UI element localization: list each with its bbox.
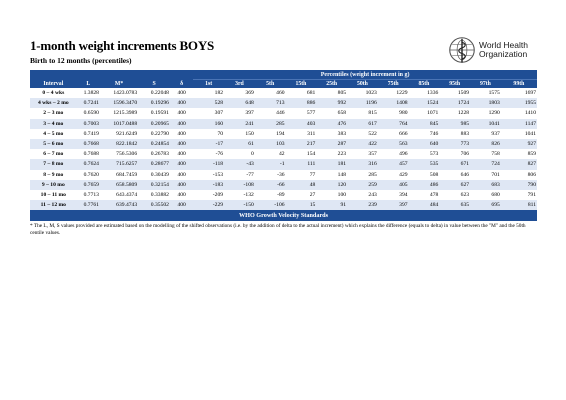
table-row <box>30 159 537 169</box>
who-emblem-icon <box>448 36 476 64</box>
table-cell: 617 <box>347 119 378 129</box>
table-cell: -153 <box>193 170 224 180</box>
table-cell: 0 <box>224 149 255 159</box>
interval-cell: 3 – 4 mo <box>30 119 77 129</box>
table-cell: 0.7688 <box>77 149 100 159</box>
who-logo <box>448 36 528 64</box>
table-row <box>30 98 537 108</box>
table-row <box>30 88 537 98</box>
table-cell: 241 <box>224 119 255 129</box>
table-cell: 0.19591 <box>138 108 170 118</box>
table-cell: 1228 <box>439 108 470 118</box>
interval-cell: 9 – 10 mo <box>30 180 77 190</box>
table-cell: 0.7241 <box>77 98 100 108</box>
table-cell: 0.30439 <box>138 170 170 180</box>
table-cell: 111 <box>286 159 317 169</box>
table-cell: 683 <box>470 180 501 190</box>
table-cell: 400 <box>170 129 193 139</box>
table-cell: 715.6257 <box>100 159 138 169</box>
table-cell: 383 <box>316 129 347 139</box>
table-cell: 1023 <box>347 88 378 98</box>
table-row <box>30 108 537 118</box>
header-spacer <box>30 70 193 80</box>
table-cell: 484 <box>409 200 440 210</box>
table-cell: 706 <box>439 149 470 159</box>
column-header: 75th <box>378 80 409 89</box>
table-row <box>30 139 537 149</box>
table-cell: 0.20965 <box>138 119 170 129</box>
table-cell: 160 <box>193 119 224 129</box>
column-header: L <box>77 80 100 89</box>
table-cell: 806 <box>501 170 537 180</box>
column-header: M* <box>100 80 138 89</box>
table-cell: 154 <box>286 149 317 159</box>
table-cell: 1041 <box>470 119 501 129</box>
table-cell: -150 <box>224 200 255 210</box>
table-cell: 790 <box>501 180 537 190</box>
table-cell: 805 <box>316 88 347 98</box>
table-cell: 0.35502 <box>138 200 170 210</box>
table-cell: 150 <box>224 129 255 139</box>
table-cell: 646 <box>439 170 470 180</box>
table-cell: 42 <box>255 149 286 159</box>
table-cell: -1 <box>255 159 286 169</box>
table-cell: -77 <box>224 170 255 180</box>
table-cell: 758 <box>470 149 501 159</box>
page-subtitle: Birth to 12 months (percentiles) <box>30 56 132 65</box>
table-cell: 239 <box>347 200 378 210</box>
table-cell: 1290 <box>470 108 501 118</box>
table-cell: 182 <box>193 88 224 98</box>
table-cell: 0.7713 <box>77 190 100 200</box>
table-cell: 927 <box>501 139 537 149</box>
table-cell: 316 <box>347 159 378 169</box>
table-cell: 640 <box>409 139 440 149</box>
table-cell: 103 <box>255 139 286 149</box>
table-cell: 223 <box>316 149 347 159</box>
interval-cell: 11 – 12 mo <box>30 200 77 210</box>
column-header: 85th <box>409 80 440 89</box>
column-header: 50th <box>347 80 378 89</box>
interval-cell: 5 – 6 mo <box>30 139 77 149</box>
interval-cell: 4 – 5 mo <box>30 129 77 139</box>
table-cell: 713 <box>255 98 286 108</box>
table-cell: 658 <box>316 108 347 118</box>
column-header: 25th <box>316 80 347 89</box>
table-cell: 0.7668 <box>77 139 100 149</box>
table-cell: 1.3828 <box>77 88 100 98</box>
table-cell: 400 <box>170 190 193 200</box>
table-cell: 658.5809 <box>100 180 138 190</box>
table-cell: 460 <box>255 88 286 98</box>
table-cell: -209 <box>193 190 224 200</box>
table-cell: 217 <box>286 139 317 149</box>
table-cell: 400 <box>170 98 193 108</box>
table-cell: 70 <box>193 129 224 139</box>
table-cell: 815 <box>347 108 378 118</box>
table-cell: 405 <box>378 180 409 190</box>
table-cell: 1955 <box>501 98 537 108</box>
table-cell: -17 <box>193 139 224 149</box>
table-row <box>30 119 537 129</box>
table-cell: 0.26783 <box>138 149 170 159</box>
table-cell: 259 <box>347 180 378 190</box>
table-cell: 400 <box>170 170 193 180</box>
table-cell: 528 <box>193 98 224 108</box>
table-cell: 577 <box>286 108 317 118</box>
table-cell: 27 <box>286 190 317 200</box>
interval-cell: 10 – 11 mo <box>30 190 77 200</box>
table-cell: 643.4374 <box>100 190 138 200</box>
table-cell: 0.7624 <box>77 159 100 169</box>
table-cell: 486 <box>409 180 440 190</box>
table-cell: 0.24854 <box>138 139 170 149</box>
table-cell: -118 <box>193 159 224 169</box>
table-cell: 1408 <box>378 98 409 108</box>
table-cell: 522 <box>347 129 378 139</box>
table-body <box>30 88 537 210</box>
table-cell: 883 <box>439 129 470 139</box>
table-cell: 307 <box>193 108 224 118</box>
column-header: 97th <box>470 80 501 89</box>
table-cell: 194 <box>255 129 286 139</box>
table-cell: 0.7761 <box>77 200 100 210</box>
table-cell: 886 <box>286 98 317 108</box>
table-cell: 701 <box>470 170 501 180</box>
table-cell: 285 <box>255 119 286 129</box>
weight-increment-table <box>30 70 537 221</box>
table-cell: 496 <box>378 149 409 159</box>
table-cell: 756.5306 <box>100 149 138 159</box>
table-cell: 671 <box>439 159 470 169</box>
table-cell: 61 <box>224 139 255 149</box>
table-cell: 400 <box>170 108 193 118</box>
table-cell: 1509 <box>439 88 470 98</box>
table-cell: 1336 <box>409 88 440 98</box>
table-cell: 680 <box>470 190 501 200</box>
table-cell: 400 <box>170 159 193 169</box>
table-cell: 148 <box>316 170 347 180</box>
table-cell: 1410 <box>501 108 537 118</box>
percentiles-superheader: Percentiles (weight increment in g) <box>193 70 537 80</box>
column-header: Interval <box>30 80 77 89</box>
table-cell: 1575 <box>470 88 501 98</box>
table-cell: 1041 <box>501 129 537 139</box>
table-cell: 681 <box>286 88 317 98</box>
table-cell: 764 <box>378 119 409 129</box>
table-cell: 394 <box>378 190 409 200</box>
table-cell: 746 <box>409 129 440 139</box>
table-row <box>30 170 537 180</box>
table-row <box>30 190 537 200</box>
table-cell: 627 <box>439 180 470 190</box>
table-cell: 0.6590 <box>77 108 100 118</box>
interval-cell: 4 wks – 2 mo <box>30 98 77 108</box>
table-cell: 400 <box>170 200 193 210</box>
table-cell: 0.22048 <box>138 88 170 98</box>
table-cell: -106 <box>255 200 286 210</box>
table-cell: 287 <box>316 139 347 149</box>
table-cell: 0.33882 <box>138 190 170 200</box>
interval-cell: 0 – 4 wks <box>30 88 77 98</box>
table-cell: 478 <box>409 190 440 200</box>
table-cell: 573 <box>409 149 440 159</box>
column-header: δ <box>170 80 193 89</box>
table-cell: 48 <box>286 180 317 190</box>
table-cell: 921.6249 <box>100 129 138 139</box>
table-cell: 181 <box>316 159 347 169</box>
table-cell: 457 <box>378 159 409 169</box>
table-cell: 1524 <box>409 98 440 108</box>
table-cell: 985 <box>439 119 470 129</box>
table-cell: 311 <box>286 129 317 139</box>
footnote: * The L, M, S values provided are estimated based on the modelling of the shifted observations (i.e. by the addition of delta to the actual increment) which explains the difference (equals to delta) in value between the "M" and the 50th centile values. <box>30 223 526 237</box>
table-cell: -66 <box>255 180 286 190</box>
table-cell: 635 <box>439 200 470 210</box>
table-cell: 397 <box>224 108 255 118</box>
table-cell: -183 <box>193 180 224 190</box>
table-cell: 403 <box>286 119 317 129</box>
table-cell: 400 <box>170 88 193 98</box>
table-cell: 845 <box>409 119 440 129</box>
table-cell: 773 <box>439 139 470 149</box>
table-footer: WHO Growth Velocity Standards <box>30 210 537 221</box>
table-cell: 826 <box>470 139 501 149</box>
table-row <box>30 200 537 210</box>
who-logo-text <box>479 41 528 60</box>
table-cell: 0.7659 <box>77 180 100 190</box>
table-cell: -36 <box>255 170 286 180</box>
table-cell: 400 <box>170 119 193 129</box>
table-cell: 15 <box>286 200 317 210</box>
interval-cell: 2 – 3 mo <box>30 108 77 118</box>
table-cell: 980 <box>378 108 409 118</box>
page-title: 1-month weight increments BOYS <box>30 38 215 53</box>
table-cell: 1215.3989 <box>100 108 138 118</box>
table-row <box>30 180 537 190</box>
table-cell: 0.19296 <box>138 98 170 108</box>
table-cell: 639.4743 <box>100 200 138 210</box>
column-header: 95th <box>439 80 470 89</box>
column-header-row <box>30 80 537 89</box>
interval-cell: 7 – 8 mo <box>30 159 77 169</box>
table-cell: 476 <box>316 119 347 129</box>
table-cell: 684.7459 <box>100 170 138 180</box>
table-cell: 1196 <box>347 98 378 108</box>
table-cell: 1017.0488 <box>100 119 138 129</box>
logo-line-2: Organization <box>479 49 528 59</box>
table-cell: 243 <box>347 190 378 200</box>
table-cell: 724 <box>470 159 501 169</box>
table-cell: 429 <box>378 170 409 180</box>
table-cell: 0.28677 <box>138 159 170 169</box>
table-cell: 0.32154 <box>138 180 170 190</box>
table-cell: 508 <box>409 170 440 180</box>
table-cell: 827 <box>501 159 537 169</box>
column-header: 1st <box>193 80 224 89</box>
column-header: 3rd <box>224 80 255 89</box>
table-cell: 100 <box>316 190 347 200</box>
table-cell: 91 <box>316 200 347 210</box>
column-header: 99th <box>501 80 537 89</box>
table-cell: 1229 <box>378 88 409 98</box>
column-header: 5th <box>255 80 286 89</box>
column-header: 15th <box>286 80 317 89</box>
table-cell: 397 <box>378 200 409 210</box>
table-cell: 811 <box>501 200 537 210</box>
table-cell: 648 <box>224 98 255 108</box>
table-row <box>30 149 537 159</box>
table-cell: 0.22790 <box>138 129 170 139</box>
table-cell: 77 <box>286 170 317 180</box>
table-cell: 400 <box>170 149 193 159</box>
table-cell: -229 <box>193 200 224 210</box>
table-cell: 695 <box>470 200 501 210</box>
table-cell: 422 <box>347 139 378 149</box>
table-cell: 1803 <box>470 98 501 108</box>
table-cell: 120 <box>316 180 347 190</box>
table-cell: 285 <box>347 170 378 180</box>
table-footer-row <box>30 210 537 221</box>
interval-cell: 6 – 7 mo <box>30 149 77 159</box>
table-cell: 1697 <box>501 88 537 98</box>
table-cell: -76 <box>193 149 224 159</box>
table-cell: 1423.0783 <box>100 88 138 98</box>
table-cell: 822.1842 <box>100 139 138 149</box>
table-cell: 859 <box>501 149 537 159</box>
table-cell: 1147 <box>501 119 537 129</box>
table-cell: -132 <box>224 190 255 200</box>
table-cell: 0.7419 <box>77 129 100 139</box>
table-row <box>30 129 537 139</box>
column-header: S <box>138 80 170 89</box>
table-cell: 1724 <box>439 98 470 108</box>
table-cell: 535 <box>409 159 440 169</box>
logo-line-1: World Health <box>479 39 528 50</box>
table-cell: -43 <box>224 159 255 169</box>
table-cell: 563 <box>378 139 409 149</box>
table-cell: 1596.3470 <box>100 98 138 108</box>
table-cell: 992 <box>316 98 347 108</box>
table-cell: 369 <box>224 88 255 98</box>
table-cell: -108 <box>224 180 255 190</box>
table-cell: 0.7620 <box>77 170 100 180</box>
table-cell: 1071 <box>409 108 440 118</box>
table-cell: 791 <box>501 190 537 200</box>
table-cell: 0.7003 <box>77 119 100 129</box>
table-cell: 400 <box>170 139 193 149</box>
table-cell: 623 <box>439 190 470 200</box>
table-cell: 666 <box>378 129 409 139</box>
table-cell: 937 <box>470 129 501 139</box>
interval-cell: 8 – 9 mo <box>30 170 77 180</box>
table-cell: 357 <box>347 149 378 159</box>
table-cell: 400 <box>170 180 193 190</box>
table-cell: 446 <box>255 108 286 118</box>
table-cell: -89 <box>255 190 286 200</box>
